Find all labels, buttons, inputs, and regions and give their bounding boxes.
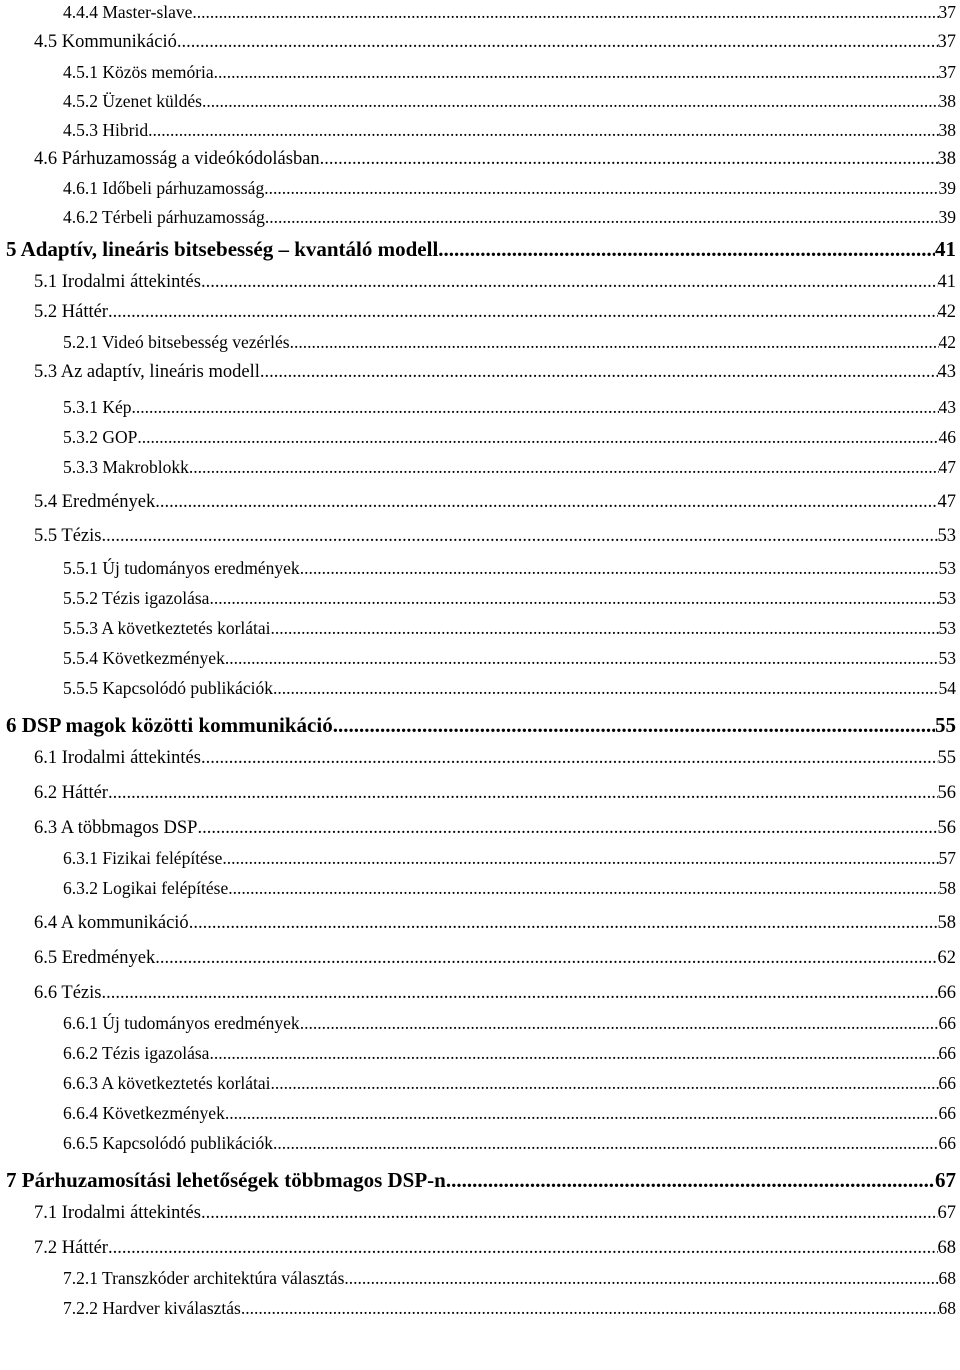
toc-entry[interactable] [34, 783, 956, 811]
toc-dot-leader [271, 1073, 939, 1094]
toc-dot-leader [264, 178, 938, 199]
toc-entry-page-number: 42 [938, 332, 956, 352]
toc-entry-page-number: 41 [935, 237, 956, 261]
toc-entry-title: 4.6.2 Térbeli párhuzamosság [63, 207, 265, 227]
toc-entry-title: 5 Adaptív, lineáris bitsebesség – kvantáló modell [6, 237, 439, 261]
toc-entry-title: 4.5.3 Hibrid [63, 120, 149, 140]
toc-entry-page-number: 56 [937, 818, 956, 838]
toc-entry[interactable] [34, 818, 956, 846]
toc-entry[interactable] [6, 713, 956, 743]
toc-dot-leader [132, 397, 939, 418]
toc-entry-title: 5.2.1 Videó bitsebesség vezérlés [63, 332, 290, 352]
toc-entry[interactable] [63, 848, 956, 874]
toc-entry-title: 6.3.1 Fizikai felépítése [63, 848, 223, 868]
toc-entry-title: 5.5.5 Kapcsolódó publikációk [63, 678, 273, 698]
toc-entry-title: 7.1 Irodalmi áttekintés [34, 1203, 201, 1223]
toc-dot-leader [300, 558, 939, 579]
toc-entry-page-number: 66 [938, 1133, 956, 1153]
toc-entry[interactable] [63, 678, 956, 704]
toc-dot-leader [155, 948, 937, 969]
toc-entry-page-number: 47 [937, 492, 956, 512]
toc-entry-title: 5.5.3 A következtetés korlátai [63, 618, 271, 638]
toc-entry-page-number: 66 [938, 1013, 956, 1033]
toc-dot-leader [201, 748, 938, 769]
toc-entry-page-number: 41 [937, 272, 956, 292]
toc-entry-title: 4.6.1 Időbeli párhuzamosság [63, 178, 265, 198]
toc-entry-page-number: 39 [938, 207, 956, 227]
toc-entry[interactable] [63, 1073, 956, 1099]
toc-dot-leader [137, 427, 938, 448]
toc-entry-title: 7 Párhuzamosítási lehetőségek többmagos DSP-n [6, 1168, 446, 1192]
toc-dot-leader [192, 2, 938, 23]
toc-dot-leader [228, 878, 938, 899]
toc-entry[interactable] [63, 457, 956, 483]
toc-entry-page-number: 46 [938, 427, 956, 447]
toc-entry-title: 6.6 Tézis [34, 983, 102, 1003]
toc-dot-leader [108, 1238, 938, 1259]
toc-entry[interactable] [63, 1103, 956, 1129]
toc-entry-title: 7.2.2 Hardver kiválasztás [63, 1298, 241, 1318]
toc-entry-title: 6.6.2 Tézis igazolása [63, 1043, 210, 1063]
toc-entry-page-number: 58 [937, 913, 956, 933]
toc-entry-title: 5.5.2 Tézis igazolása [63, 588, 210, 608]
toc-entry[interactable] [34, 302, 956, 330]
toc-dot-leader [300, 1013, 939, 1034]
toc-entry-title: 5.2 Háttér [34, 302, 108, 322]
toc-entry[interactable] [6, 1168, 956, 1198]
toc-entry[interactable] [63, 397, 956, 423]
toc-entry-page-number: 37 [938, 62, 956, 82]
toc-entry-title: 5.5.4 Következmények [63, 648, 225, 668]
toc-entry[interactable] [34, 149, 956, 177]
toc-dot-leader [209, 1043, 938, 1064]
toc-entry-page-number: 54 [938, 678, 956, 698]
toc-entry-page-number: 39 [938, 178, 956, 198]
toc-entry[interactable] [34, 362, 956, 390]
toc-dot-leader [189, 913, 938, 934]
toc-entry-title: 7.2 Háttér [34, 1238, 108, 1258]
toc-entry-title: 5.3.1 Kép [63, 397, 132, 417]
toc-dot-leader [446, 1168, 935, 1193]
toc-entry-page-number: 62 [937, 948, 956, 968]
toc-dot-leader [177, 32, 938, 53]
toc-entry-page-number: 53 [938, 618, 956, 638]
toc-entry-title: 5.1 Irodalmi áttekintés [34, 272, 201, 292]
toc-entry[interactable] [63, 1043, 956, 1069]
toc-entry[interactable] [63, 878, 956, 904]
toc-dot-leader [101, 983, 937, 1004]
toc-dot-leader [320, 149, 938, 170]
toc-entry-page-number: 53 [938, 588, 956, 608]
toc-dot-leader [225, 648, 939, 669]
toc-dot-leader [197, 818, 937, 839]
toc-entry-page-number: 55 [935, 713, 956, 737]
toc-entry-page-number: 66 [938, 1103, 956, 1123]
toc-entry[interactable] [63, 588, 956, 614]
toc-entry[interactable] [34, 32, 956, 60]
toc-entry-title: 6.3.2 Logikai felépítése [63, 878, 229, 898]
toc-entry-title: 6.3 A többmagos DSP [34, 818, 198, 838]
toc-entry-title: 5.5 Tézis [34, 526, 102, 546]
toc-entry-page-number: 43 [937, 362, 956, 382]
toc-entry-title: 6.4 A kommunikáció [34, 913, 189, 933]
toc-entry[interactable] [34, 948, 956, 976]
toc-entry-page-number: 47 [938, 457, 956, 477]
toc-entry[interactable] [63, 1298, 956, 1324]
toc-entry[interactable] [63, 91, 956, 117]
toc-entry-page-number: 55 [937, 748, 956, 768]
toc-entry-title: 5.4 Eredmények [34, 492, 156, 512]
toc-entry-page-number: 53 [937, 526, 956, 546]
toc-entry-page-number: 42 [937, 302, 956, 322]
toc-entry-page-number: 38 [937, 149, 956, 169]
toc-entry-page-number: 37 [938, 2, 956, 22]
toc-entry[interactable] [63, 1013, 956, 1039]
toc-entry-title: 5.3 Az adaptív, lineáris modell [34, 362, 260, 382]
toc-dot-leader [148, 120, 938, 141]
toc-entry[interactable] [63, 1133, 956, 1159]
toc-dot-leader [209, 588, 938, 609]
toc-entry-page-number: 58 [938, 878, 956, 898]
toc-dot-leader [155, 492, 937, 513]
toc-entry-page-number: 66 [938, 1043, 956, 1063]
toc-entry[interactable] [63, 178, 956, 204]
toc-entry-page-number: 68 [937, 1238, 956, 1258]
toc-entry-title: 4.5.2 Üzenet küldés [63, 91, 202, 111]
toc-entry[interactable] [63, 427, 956, 453]
toc-entry[interactable] [34, 913, 956, 941]
toc-entry-title: 6.5 Eredmények [34, 948, 156, 968]
toc-dot-leader [265, 207, 939, 228]
toc-entry[interactable] [63, 332, 956, 358]
toc-entry-page-number: 67 [937, 1203, 956, 1223]
toc-dot-leader [201, 1203, 938, 1224]
toc-entry[interactable] [34, 492, 956, 520]
toc-entry-page-number: 38 [938, 120, 956, 140]
toc-entry-title: 6 DSP magok közötti kommunikáció [6, 713, 333, 737]
toc-entry-page-number: 68 [938, 1298, 956, 1318]
toc-entry[interactable] [34, 1238, 956, 1266]
toc-entry-page-number: 57 [938, 848, 956, 868]
toc-entry-page-number: 37 [937, 32, 956, 52]
toc-entry-page-number: 66 [938, 1073, 956, 1093]
toc-entry-page-number: 53 [938, 558, 956, 578]
toc-entry[interactable] [34, 526, 956, 554]
toc-entry[interactable] [63, 207, 956, 233]
toc-dot-leader [222, 848, 938, 869]
toc-dot-leader [108, 302, 938, 323]
toc-entry[interactable] [63, 618, 956, 644]
toc-dot-leader [241, 1298, 939, 1319]
toc-entry-title: 5.3.3 Makroblokk [63, 457, 189, 477]
toc-entry-title: 5.3.2 GOP [63, 427, 138, 447]
toc-entry-page-number: 38 [938, 91, 956, 111]
toc-entry[interactable] [63, 558, 956, 584]
toc-dot-leader [214, 62, 939, 83]
toc-entry[interactable] [63, 2, 956, 28]
toc-dot-leader [101, 526, 937, 547]
toc-dot-leader [273, 1133, 939, 1154]
toc-entry-title: 4.5 Kommunikáció [34, 32, 177, 52]
toc-dot-leader [202, 91, 939, 112]
toc-entry-title: 6.6.1 Új tudományos eredmények [63, 1013, 300, 1033]
toc-entry[interactable] [63, 62, 956, 88]
toc-dot-leader [108, 783, 938, 804]
toc-entry-page-number: 43 [938, 397, 956, 417]
toc-dot-leader [290, 332, 939, 353]
toc-dot-leader [225, 1103, 939, 1124]
toc-entry-title: 6.6.4 Következmények [63, 1103, 225, 1123]
toc-dot-leader [189, 457, 939, 478]
toc-entry[interactable] [34, 748, 956, 776]
toc-dot-leader [273, 678, 939, 699]
toc-dot-leader [333, 713, 935, 738]
toc-entry-title: 7.2.1 Transzkóder architektúra választás [63, 1268, 345, 1288]
toc-entry-title: 4.6 Párhuzamosság a videókódolásban [34, 149, 320, 169]
toc-entry[interactable] [63, 648, 956, 674]
toc-entry[interactable] [34, 1203, 956, 1231]
toc-entry[interactable] [6, 237, 956, 267]
toc-entry[interactable] [34, 272, 956, 300]
toc-entry-title: 5.5.1 Új tudományos eredmények [63, 558, 300, 578]
toc-entry-title: 6.2 Háttér [34, 783, 108, 803]
toc-dot-leader [438, 237, 935, 262]
toc-entry[interactable] [63, 120, 956, 146]
toc-entry-title: 4.4.4 Master-slave [63, 2, 193, 22]
toc-entry[interactable] [63, 1268, 956, 1294]
toc-entry-title: 6.6.3 A következtetés korlátai [63, 1073, 271, 1093]
toc-entry-page-number: 67 [935, 1168, 956, 1192]
toc-entry-title: 6.6.5 Kapcsolódó publikációk [63, 1133, 273, 1153]
toc-entry[interactable] [34, 983, 956, 1011]
toc-dot-leader [201, 272, 938, 293]
toc-entry-page-number: 56 [937, 783, 956, 803]
toc-dot-leader [271, 618, 939, 639]
toc-dot-leader [260, 362, 938, 383]
toc-entry-page-number: 68 [938, 1268, 956, 1288]
toc-entry-page-number: 53 [938, 648, 956, 668]
toc-dot-leader [344, 1268, 938, 1289]
toc-entry-title: 6.1 Irodalmi áttekintés [34, 748, 201, 768]
toc-entry-title: 4.5.1 Közös memória [63, 62, 214, 82]
toc-entry-page-number: 66 [937, 983, 956, 1003]
